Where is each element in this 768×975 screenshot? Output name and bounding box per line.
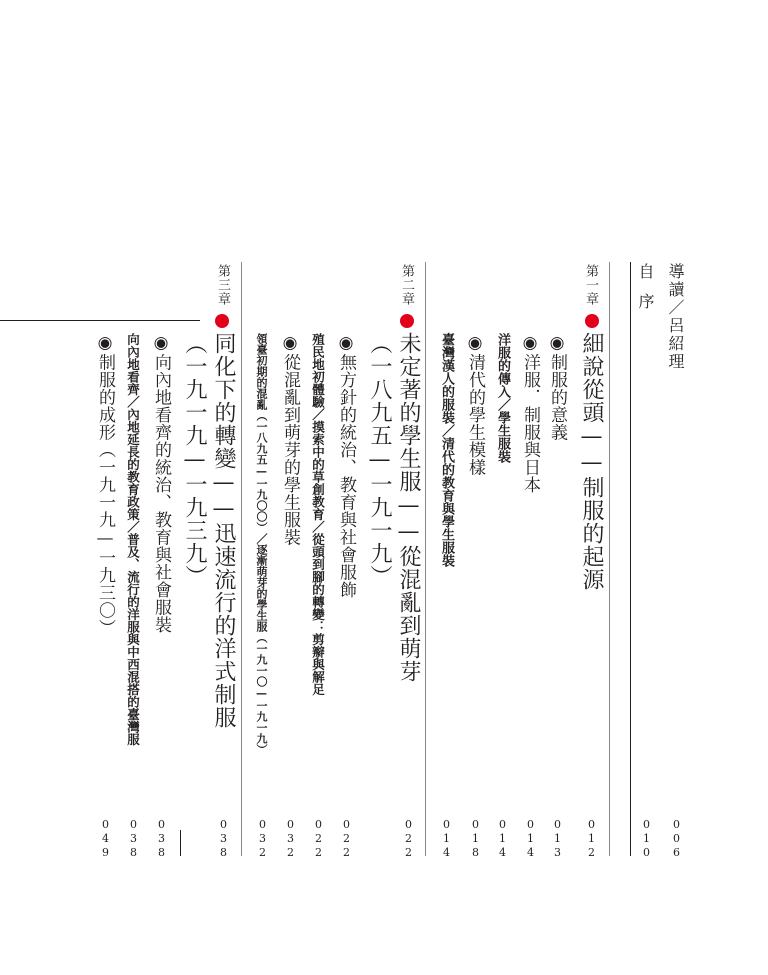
chapter3-page: 038	[217, 818, 230, 860]
chapter3-marker-icon	[215, 314, 229, 328]
chapter3-section-1[interactable]: ◉向內地看齊的統治、教育與社會服裝	[151, 333, 171, 634]
chapter2-title[interactable]: 未定著的學生服——從混亂到萌芽	[396, 332, 421, 683]
chapter1-subsection-2: 洋服的傳入／學生服裝	[495, 333, 510, 463]
divider-line	[630, 262, 631, 856]
chapter2-subsection-1-page: 022	[312, 818, 325, 860]
divider-line	[241, 262, 242, 856]
foreword-entry[interactable]: 導讀／呂紹理	[666, 263, 685, 371]
chapter1-section-1-page: 013	[551, 818, 564, 860]
chapter2-page: 022	[402, 818, 415, 860]
chapter3-label: 第三章	[215, 264, 230, 306]
divider-line	[425, 262, 426, 856]
preface-entry[interactable]: 自序	[636, 263, 655, 323]
chapter3-section-1-page: 038	[155, 818, 168, 860]
chapter1-section-3-page: 018	[469, 818, 482, 860]
chapter2-section-2-page: 032	[284, 818, 297, 860]
chapter3-title[interactable]: 同化下的轉變——迅速流行的洋式制服	[211, 332, 236, 729]
chapter1-subsection-2-page: 014	[496, 818, 509, 860]
chapter2-label: 第二章	[399, 264, 414, 306]
chapter1-section-3[interactable]: ◉清代的學生模樣	[465, 333, 485, 476]
chapter3-years: （一九一九—一九三九）	[182, 332, 207, 588]
chapter1-marker-icon	[585, 314, 599, 328]
chapter1-section-2[interactable]: ◉洋服．制服與日本	[520, 333, 540, 494]
chapter1-page: 012	[585, 818, 598, 860]
divider-line	[180, 830, 181, 856]
chapter2-subsection-1: 殖民地初體驗／摸索中的草創教育／從頭到腳的轉變：剪辮與解足	[310, 333, 326, 696]
chapter1-section-2-page: 014	[524, 818, 537, 860]
chapter1-subsection-3-page: 014	[440, 818, 453, 860]
chapter3-subsection-1-page: 038	[127, 818, 140, 860]
chapter2-marker-icon	[400, 314, 414, 328]
chapter2-subsection-2: 領臺初期的混亂（一八九五—一九〇〇）／逐漸萌芽的學生服（一九一〇—一九一九）	[255, 333, 268, 755]
chapter1-section-1[interactable]: ◉制服的意義	[547, 333, 567, 441]
chapter3-section-2[interactable]: ◉制服的成形（一九一九—一九三〇）	[95, 333, 115, 637]
foreword-page: 006	[670, 818, 683, 860]
chapter2-section-2[interactable]: ◉從混亂到萌芽的學生服裝	[280, 333, 300, 546]
chapter3-subsection-1: 向內地看齊／內地延長的教育政策／普及、流行的洋服與中西混搭的臺灣服	[125, 333, 141, 746]
divider-line	[609, 262, 610, 856]
preface-page: 010	[640, 818, 653, 860]
chapter2-section-1[interactable]: ◉無方針的統治、教育與社會服飾	[336, 333, 356, 599]
chapter3-section-2-page: 049	[99, 818, 112, 860]
chapter1-label: 第一章	[583, 264, 598, 306]
chapter2-section-1-page: 022	[340, 818, 353, 860]
chapter1-subsection-3: 臺灣漢人的服裝／清代的教育與學生服裝	[439, 333, 454, 567]
chapter2-subsection-2-page: 032	[256, 818, 269, 860]
chapter1-title[interactable]: 細說從頭——制服的起源	[579, 332, 604, 591]
chapter-rule	[0, 320, 200, 321]
chapter2-years: （一八九五—一九一九）	[367, 332, 392, 588]
